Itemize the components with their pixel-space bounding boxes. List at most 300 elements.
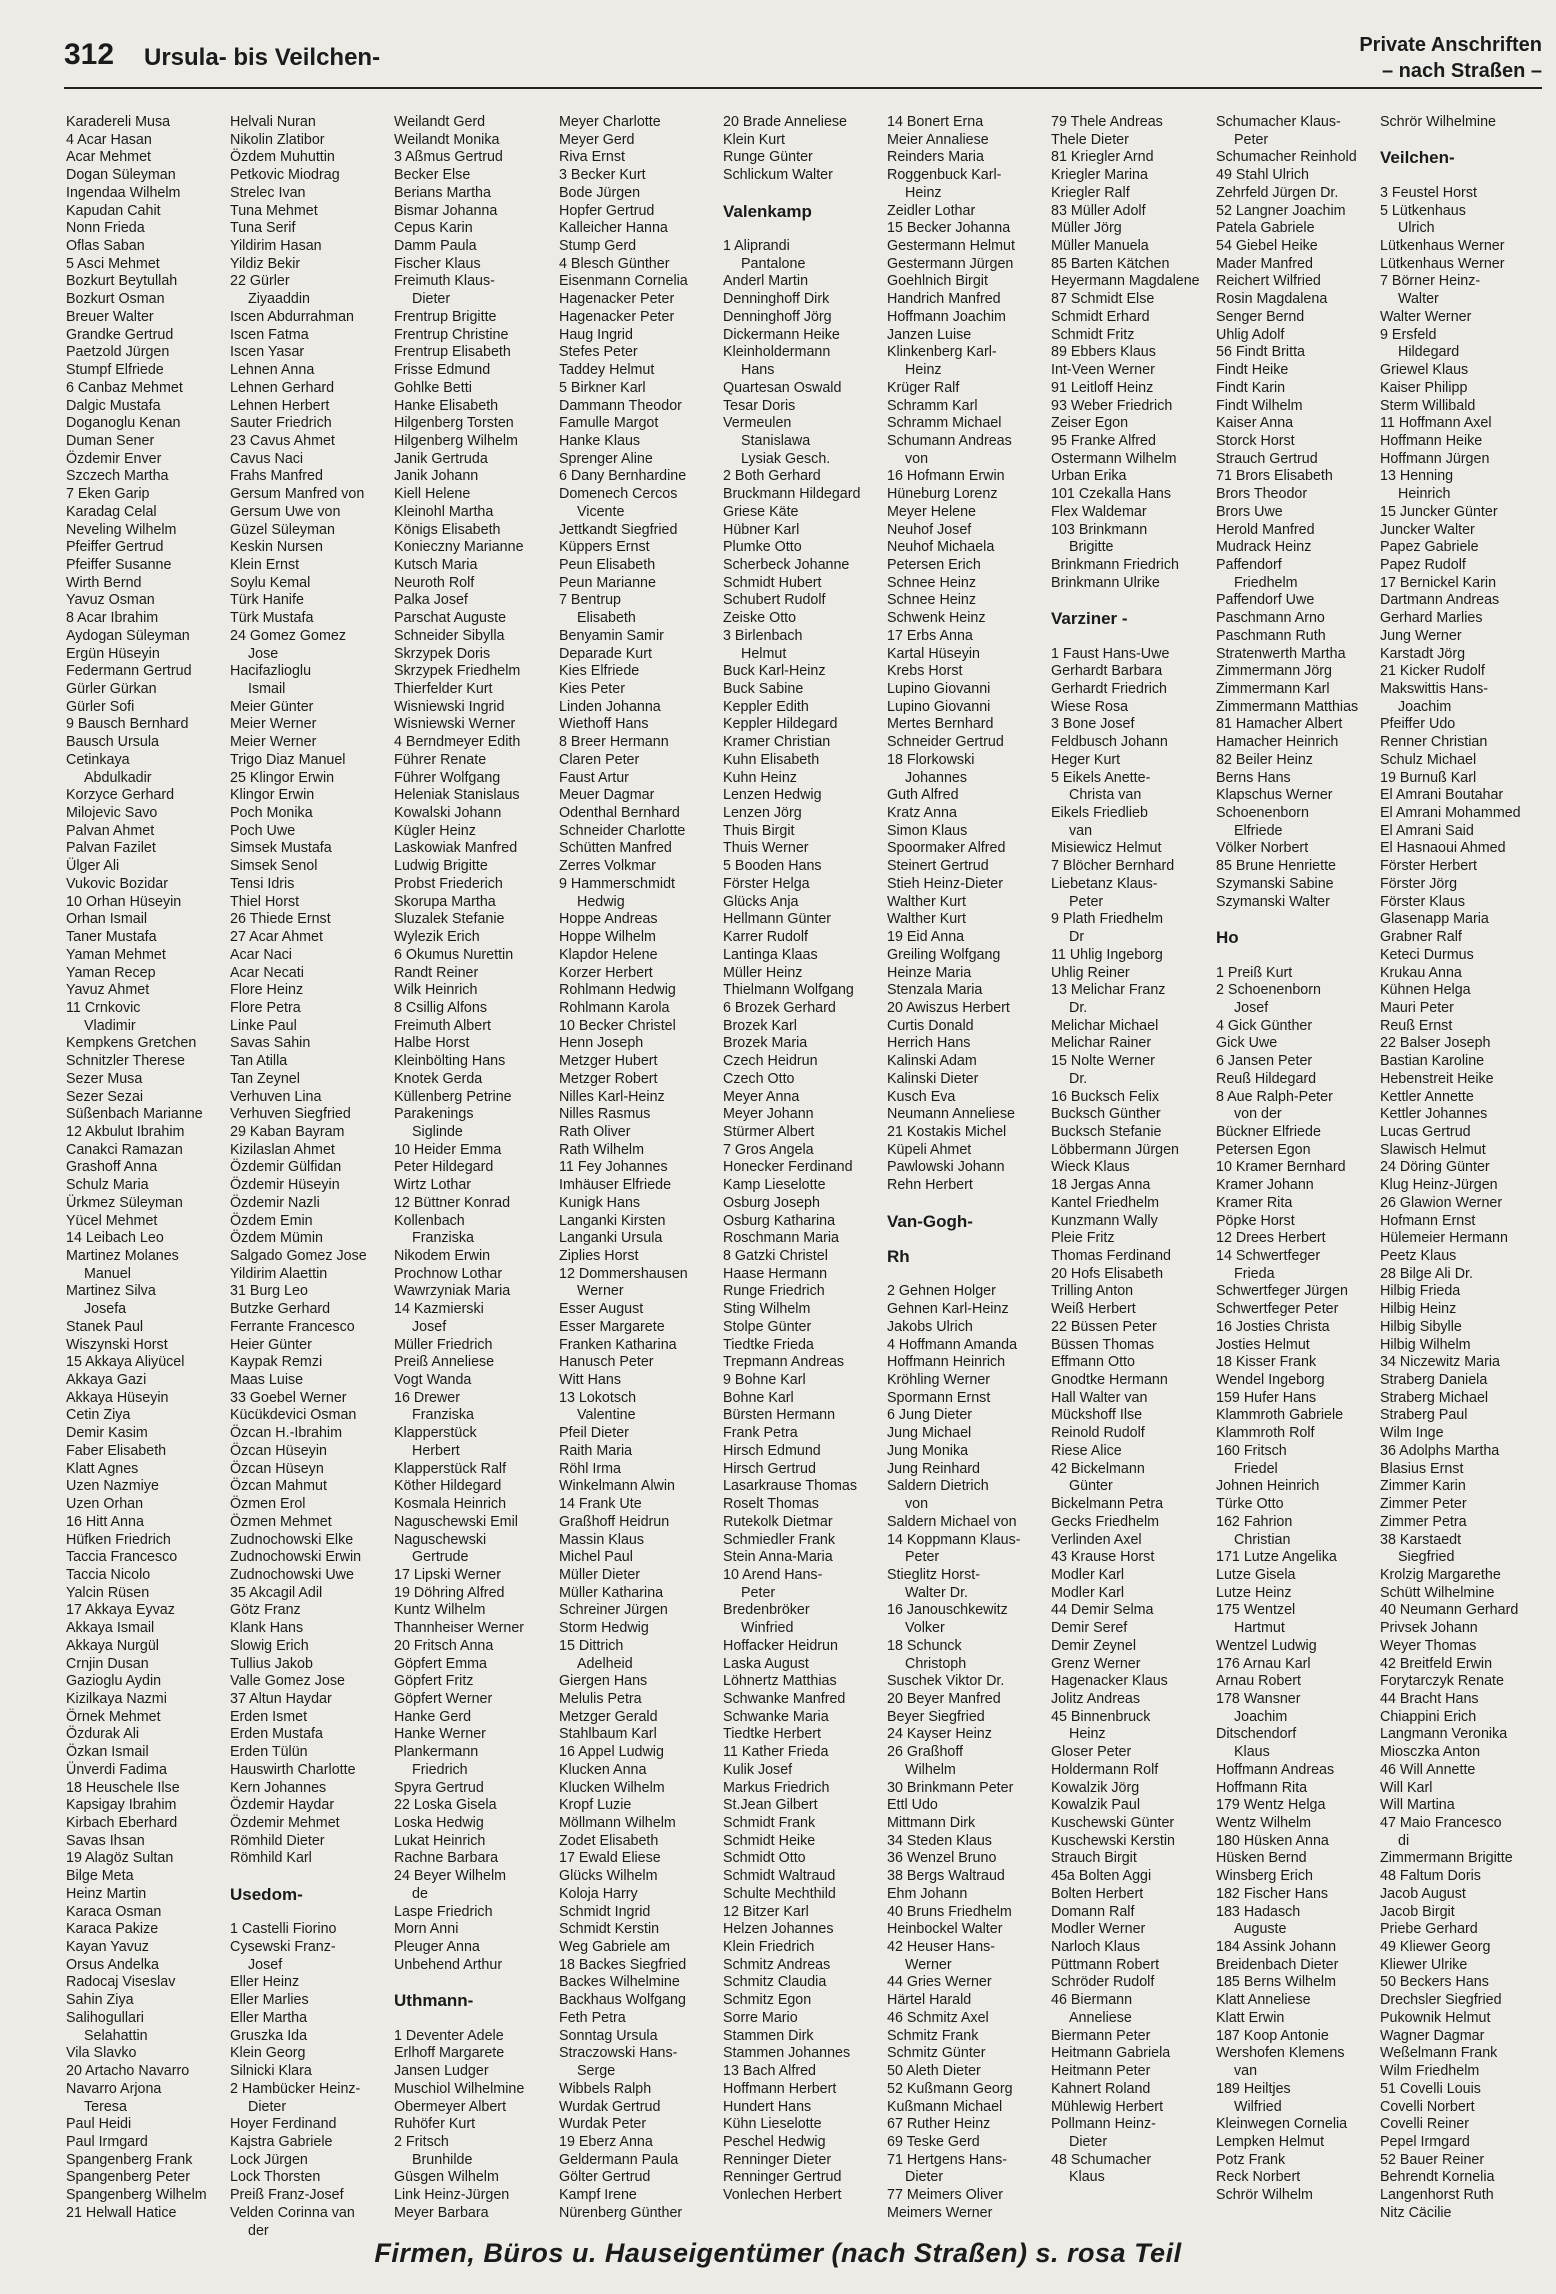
directory-entry: Hoffmann Joachim [887, 308, 1006, 325]
directory-entry: Skrzypek Friedhelm [394, 663, 521, 680]
directory-entry: Klug Heinz-Jürgen [1380, 1177, 1498, 1194]
directory-entry: Büssen Thomas [1051, 1336, 1155, 1353]
directory-entry: Runge Friedrich [723, 1283, 825, 1300]
directory-entry: Demir Zeynel [1051, 1637, 1137, 1654]
directory-entry: Palvan Fazilet [66, 840, 156, 857]
directory-column [1051, 114, 1211, 2187]
directory-entry: 44 Demir Selma [1051, 1602, 1154, 1619]
directory-entry: Helzen Johannes [723, 1921, 834, 1938]
entry-continuation: di [1398, 1832, 1410, 1849]
directory-entry: Handrich Manfred [887, 291, 1001, 308]
directory-entry: Weg Gabriele am [559, 1939, 670, 1956]
directory-entry: Weßelmann Frank [1380, 2045, 1498, 2062]
directory-entry: Jung Werner [1380, 627, 1462, 644]
directory-entry: Keppler Edith [723, 698, 809, 715]
directory-entry: Renner Christian [1380, 734, 1488, 751]
directory-entry: Damm Paula [394, 238, 477, 255]
directory-entry: Flore Petra [230, 999, 301, 1016]
directory-entry: Frentrup Christine [394, 326, 509, 343]
directory-entry: Eller Martha [230, 2009, 308, 2026]
directory-entry: Göpfert Fritz [394, 1673, 474, 1690]
directory-entry: Wieck Klaus [1051, 1159, 1130, 1176]
directory-entry: Sorre Mario [723, 2009, 798, 2026]
directory-entry: 83 Müller Adolf [1051, 202, 1146, 219]
directory-entry: Pfeiffer Susanne [66, 556, 172, 573]
directory-entry: Stolpe Günter [723, 1318, 812, 1335]
entry-continuation: Herbert [412, 1442, 460, 1459]
directory-entry: Schoenenborn [1216, 805, 1310, 822]
directory-entry: Acar Necati [230, 964, 304, 981]
directory-entry: Goehlnich Birgit [887, 273, 988, 290]
directory-entry: Reuß Hildegard [1216, 1070, 1317, 1087]
directory-entry: Kalinski Adam [887, 1053, 977, 1070]
directory-entry: Kaiser Anna [1216, 415, 1294, 432]
directory-entry: 7 Blöcher Bernhard [1051, 858, 1175, 875]
directory-entry: Mauri Peter [1380, 999, 1454, 1016]
directory-entry: Giergen Hans [559, 1673, 648, 1690]
directory-entry: Privsek Johann [1380, 1620, 1478, 1637]
entry-continuation: van [1069, 822, 1093, 839]
directory-entry: Thierfelder Kurt [394, 681, 493, 697]
directory-entry: Johnen Heinrich [1216, 1478, 1320, 1495]
directory-entry: 12 Bitzer Karl [723, 1903, 809, 1920]
directory-entry: Hofmann Ernst [1380, 1212, 1476, 1229]
directory-entry: Crnjin Dusan [66, 1655, 149, 1672]
directory-entry: Feldbusch Johann [1051, 734, 1168, 751]
directory-entry: El Amrani Boutahar [1380, 787, 1504, 804]
directory-entry: Lupino Giovanni [887, 681, 991, 697]
directory-entry: 3 Becker Kurt [559, 167, 646, 184]
directory-entry: Metzger Robert [559, 1070, 658, 1087]
directory-entry: Schreiner Jürgen [559, 1602, 668, 1619]
directory-entry: Jakobs Ulrich [887, 1318, 973, 1335]
directory-entry: Klapperstück [394, 1425, 477, 1442]
directory-column [559, 114, 719, 2223]
directory-entry: Bausch Ursula [66, 734, 159, 751]
directory-entry: Orsus Andelka [66, 1956, 159, 1973]
directory-entry: Bickelmann Petra [1051, 1496, 1164, 1513]
directory-entry: Führer Renate [394, 751, 487, 768]
directory-entry: 54 Giebel Heike [1216, 238, 1318, 255]
directory-entry: Kizilaslan Ahmet [230, 1141, 335, 1158]
directory-entry: 159 Hufer Hans [1216, 1389, 1317, 1406]
directory-entry: 34 Steden Klaus [887, 1832, 992, 1849]
directory-entry: 179 Wentz Helga [1216, 1797, 1326, 1814]
spacer [1216, 947, 1376, 965]
entry-continuation: Johannes [905, 769, 968, 786]
directory-entry: Römhild Dieter [230, 1832, 325, 1849]
directory-entry: Forytarczyk Renate [1380, 1673, 1504, 1690]
entry-continuation: Dieter [1069, 2133, 1108, 2150]
directory-entry: 9 Ersfeld [1380, 326, 1437, 343]
directory-columns [66, 114, 1544, 2239]
directory-entry: Sonntag Ursula [559, 2027, 658, 2044]
directory-entry: Bucksch Stefanie [1051, 1123, 1162, 1140]
directory-entry: Karrer Rudolf [723, 929, 809, 946]
directory-entry: Güzel Süleyman [230, 521, 335, 538]
directory-entry: Faber Elisabeth [66, 1442, 167, 1459]
directory-entry: Tiedtke Herbert [723, 1726, 821, 1743]
directory-entry: Wilm Friedhelm [1380, 2063, 1480, 2080]
directory-entry: Zeidler Lothar [887, 202, 976, 219]
directory-entry: 5 Booden Hans [723, 858, 822, 875]
directory-entry: 52 Bauer Reiner [1380, 2151, 1485, 2168]
directory-entry: Backes Wilhelmine [559, 1974, 680, 1991]
spacer [230, 1904, 390, 1922]
directory-entry: Meier Werner [230, 716, 317, 733]
directory-entry: Wagner Dagmar [1380, 2027, 1485, 2044]
directory-entry: Özcan Hüseyin [230, 1442, 327, 1459]
directory-entry: Wentz Wilhelm [1216, 1815, 1312, 1831]
directory-entry: Skorupa Martha [394, 893, 496, 910]
directory-entry: Rutekolk Dietmar [723, 1513, 833, 1530]
directory-entry: Schrör Wilhelm [1216, 2187, 1313, 2204]
directory-entry: Soylu Kemal [230, 574, 311, 591]
directory-entry: Kollenbach [394, 1212, 465, 1229]
directory-entry: 26 Thiede Ernst [230, 911, 331, 928]
directory-entry: Meier Annaliese [887, 131, 989, 148]
directory-entry: Valle Gomez Jose [230, 1673, 345, 1690]
directory-entry: Pukownik Helmut [1380, 2009, 1491, 2026]
directory-entry: Kutsch Maria [394, 556, 478, 573]
directory-entry: Anderl Martin [723, 273, 809, 290]
directory-entry: Vukovic Bozidar [66, 875, 168, 892]
directory-column [394, 114, 554, 2223]
directory-entry: Uhlig Reiner [1051, 964, 1130, 981]
directory-entry: Förster Helga [723, 875, 810, 892]
directory-entry: Koloja Harry [559, 1885, 638, 1902]
directory-entry: Greiling Wolfgang [887, 946, 1001, 963]
directory-entry: Langmann Veronika [1380, 1726, 1508, 1743]
directory-entry: Frisse Edmund [394, 362, 491, 379]
directory-entry: Keteci Durmus [1380, 946, 1474, 963]
directory-entry: Schulz Michael [1380, 751, 1477, 768]
directory-entry: Erden Mustafa [230, 1726, 323, 1743]
directory-entry: Bilge Meta [66, 1868, 134, 1885]
directory-entry: 14 Schwertfeger [1216, 1248, 1321, 1264]
directory-entry: Özdemir Nazli [230, 1194, 320, 1211]
directory-entry: Martinez Silva [66, 1283, 156, 1300]
directory-entry: Kunzmann Wally [1051, 1212, 1158, 1229]
directory-entry: Schulz Maria [66, 1177, 149, 1194]
directory-entry: 42 Bickelmann [1051, 1460, 1145, 1477]
directory-entry: 46 Biermann [1051, 1992, 1133, 2009]
directory-entry: Krüger Ralf [887, 379, 960, 396]
directory-entry: Schneider Charlotte [559, 822, 686, 839]
directory-entry: 8 Acar Ibrahim [66, 610, 159, 627]
directory-entry: 19 Burnuß Karl [1380, 769, 1477, 786]
directory-entry: Szymanski Sabine [1216, 875, 1334, 892]
directory-entry: 1 Faust Hans-Uwe [1051, 645, 1170, 662]
directory-entry: Röhl Irma [559, 1460, 621, 1477]
directory-entry: Kuhn Elisabeth [723, 751, 820, 768]
directory-entry: Klein Georg [230, 2045, 306, 2062]
directory-entry: Rath Oliver [559, 1123, 631, 1140]
directory-entry: Chiappini Erich [1380, 1708, 1477, 1725]
directory-column [723, 114, 883, 2205]
directory-entry: Muschiol Wilhelmine [394, 2080, 525, 2097]
directory-entry: 52 Langner Joachim [1216, 202, 1346, 219]
directory-entry: Pawlowski Johann [887, 1159, 1005, 1176]
directory-entry: Oflas Saban [66, 238, 145, 255]
directory-entry: Kußmann Michael [887, 2098, 1003, 2115]
entry-continuation: Josef [412, 1318, 447, 1335]
directory-entry: Brors Uwe [1216, 503, 1283, 520]
directory-entry: Neuhof Michaela [887, 539, 995, 556]
entry-continuation: Lysiak Gesch. [741, 450, 831, 467]
street-heading: Valenkamp [723, 201, 812, 221]
directory-entry: 7 Eken Garip [66, 486, 150, 503]
spacer [887, 1266, 1047, 1284]
directory-entry: Frahs Manfred [230, 468, 323, 485]
directory-entry: Backhaus Wolfgang [559, 1992, 686, 2009]
directory-entry: Kramer Rita [1216, 1194, 1293, 1211]
entry-continuation: Adelheid [577, 1655, 633, 1672]
directory-entry: Meyer Gerd [559, 131, 635, 148]
entry-continuation: Joachim [1234, 1708, 1288, 1725]
directory-entry: Esser Margarete [559, 1318, 665, 1335]
directory-entry: Schmitz Claudia [723, 1974, 827, 1991]
directory-entry: 7 Börner Heinz- [1380, 273, 1481, 290]
directory-entry: Schnee Heinz [887, 592, 977, 609]
directory-entry: Schütten Manfred [559, 840, 672, 857]
directory-entry: Thuis Birgit [723, 822, 795, 839]
directory-entry: Schröder Rudolf [1051, 1974, 1155, 1991]
directory-entry: Modler Werner [1051, 1921, 1146, 1938]
directory-entry: Pleuger Anna [394, 1939, 480, 1956]
directory-entry: Kapsigay Ibrahim [66, 1797, 177, 1814]
spacer [394, 1974, 554, 1992]
directory-entry: 15 Nolte Werner [1051, 1053, 1155, 1070]
entry-continuation: Günter [1069, 1478, 1113, 1495]
directory-entry: Hübner Karl [723, 521, 800, 538]
directory-entry: Michel Paul [559, 1549, 633, 1566]
directory-entry: Potz Frank [1216, 2151, 1286, 2168]
directory-entry: 12 Akbulut Ibrahim [66, 1123, 185, 1140]
directory-entry: Keppler Hildegard [723, 716, 838, 733]
entry-continuation: Volker [905, 1620, 945, 1637]
spacer [394, 2010, 554, 2028]
directory-entry: Schmitz Frank [887, 2027, 979, 2044]
directory-entry: 176 Arnau Karl [1216, 1655, 1311, 1672]
directory-entry: St.Jean Gilbert [723, 1797, 818, 1814]
directory-entry: Szymanski Walter [1216, 893, 1330, 910]
directory-entry: Poch Uwe [230, 822, 296, 839]
entry-continuation: Peter [905, 1549, 940, 1566]
directory-entry: Hall Walter van [1051, 1389, 1148, 1406]
directory-entry: 160 Fritsch [1216, 1442, 1287, 1459]
directory-entry: Haase Hermann [723, 1265, 828, 1282]
directory-entry: Schmidt Kerstin [559, 1921, 660, 1938]
directory-entry: Zerres Volkmar [559, 858, 656, 875]
directory-entry: 77 Meimers Oliver [887, 2187, 1003, 2204]
directory-entry: 6 Jansen Peter [1216, 1053, 1313, 1070]
entry-continuation: Ulrich [1398, 220, 1435, 237]
entry-continuation: von [905, 1496, 929, 1513]
directory-entry: 16 Appel Ludwig [559, 1744, 664, 1761]
directory-entry: Kettler Annette [1380, 1088, 1474, 1105]
directory-entry: Demir Seref [1051, 1620, 1128, 1637]
directory-entry: 3 Feustel Horst [1380, 184, 1477, 201]
directory-entry: Schwenk Heinz [887, 610, 986, 627]
directory-entry: 26 Graßhoff [887, 1744, 964, 1761]
directory-entry: Josties Helmut [1216, 1336, 1310, 1353]
directory-entry: Velden Corinna van [230, 2204, 355, 2221]
directory-entry: Graßhoff Heidrun [559, 1513, 670, 1530]
directory-entry: Lukat Heinrich [394, 1832, 486, 1849]
directory-entry: Kowalzik Paul [1051, 1797, 1140, 1814]
directory-entry: Mader Manfred [1216, 255, 1313, 272]
directory-entry: Gick Uwe [1216, 1035, 1278, 1052]
directory-entry: Strelec Ivan [230, 184, 306, 201]
directory-entry: Saldern Dietrich [887, 1478, 989, 1495]
directory-entry: Klatt Anneliese [1216, 1992, 1311, 2009]
directory-entry: Kühnen Helga [1380, 982, 1471, 999]
directory-entry: Miosczka Anton [1380, 1744, 1481, 1761]
directory-entry: 18 Florkowski [887, 751, 975, 768]
directory-entry: Püttmann Robert [1051, 1956, 1160, 1973]
directory-entry: Jacob August [1380, 1885, 1466, 1902]
directory-entry: Kuhn Heinz [723, 769, 797, 786]
entry-continuation: Hans [741, 362, 775, 379]
entry-continuation: Christa van [1069, 787, 1142, 804]
directory-entry: Claren Peter [559, 751, 640, 768]
entry-continuation: Walter Dr. [905, 1584, 969, 1601]
directory-entry: Cysewski Franz- [230, 1939, 336, 1956]
directory-entry: Cavus Naci [230, 450, 304, 467]
spacer [1051, 592, 1211, 610]
directory-entry: 171 Lutze Angelika [1216, 1549, 1337, 1566]
directory-entry: Milojevic Savo [66, 805, 158, 822]
directory-entry: 5 Asci Mehmet [66, 255, 160, 272]
street-heading: Veilchen- [1380, 148, 1455, 168]
directory-entry: 13 Bach Alfred [723, 2063, 816, 2080]
directory-entry: 4 Gick Günther [1216, 1017, 1313, 1034]
directory-column [230, 114, 390, 2240]
directory-entry: 24 Beyer Wilhelm [394, 1868, 507, 1885]
directory-entry: Kleinbölting Hans [394, 1053, 506, 1070]
directory-entry: Iscen Fatma [230, 326, 309, 343]
directory-entry: 2 Both Gerhard [723, 468, 821, 485]
entry-continuation: Joachim [1398, 698, 1452, 715]
directory-entry: 9 Plath Friedhelm [1051, 911, 1164, 928]
directory-entry: Paschmann Ruth [1216, 627, 1326, 644]
directory-entry: Hagenacker Peter [559, 291, 675, 308]
directory-entry: Thielmann Wolfgang [723, 982, 854, 999]
directory-entry: Akkaya Hüseyin [66, 1389, 169, 1406]
directory-entry: Lütkenhaus Werner [1380, 255, 1505, 272]
directory-entry: Laskowiak Manfred [394, 840, 518, 857]
directory-entry: Wisniewski Ingrid [394, 698, 505, 715]
directory-entry: Spangenberg Peter [66, 2169, 191, 2186]
directory-entry: Savas Ihsan [66, 1832, 145, 1849]
directory-entry: Stammen Dirk [723, 2027, 814, 2044]
directory-entry: Brinkmann Ulrike [1051, 574, 1160, 591]
directory-entry: Findt Heike [1216, 362, 1289, 379]
directory-entry: Bucksch Günther [1051, 1106, 1161, 1123]
directory-entry: Trilling Anton [1051, 1283, 1134, 1300]
entry-continuation: Siegfried [1398, 1549, 1455, 1566]
directory-entry: Reinold Rudolf [1051, 1425, 1145, 1442]
directory-entry: 48 Faltum Doris [1380, 1868, 1481, 1885]
directory-entry: Bozkurt Osman [66, 291, 165, 308]
directory-entry: Wiethoff Hans [559, 716, 649, 733]
directory-entry: Dogan Süleyman [66, 167, 176, 184]
directory-entry: Özcan Hüseyn [230, 1460, 324, 1477]
entry-continuation: Winfried [741, 1620, 794, 1637]
directory-column [1216, 114, 1376, 2205]
directory-entry: Kahnert Roland [1051, 2080, 1151, 2097]
directory-entry: Storm Hedwig [559, 1620, 649, 1637]
directory-entry: Helvali Nuran [230, 114, 316, 130]
directory-entry: 18 Heuschele Ilse [66, 1779, 180, 1796]
directory-entry: Poch Monika [230, 805, 313, 822]
directory-entry: Duman Sener [66, 432, 155, 449]
directory-entry: Mückshoff Ilse [1051, 1407, 1143, 1424]
directory-entry: Ünverdi Fadima [66, 1761, 167, 1778]
directory-entry: 20 Hofs Elisabeth [1051, 1265, 1164, 1282]
directory-entry: Ürkmez Süleyman [66, 1194, 183, 1211]
directory-entry: Meier Werner [230, 734, 317, 751]
directory-entry: Stieh Heinz-Dieter [887, 875, 1004, 892]
directory-entry: Parakenings [394, 1106, 474, 1123]
directory-entry: Preiß Anneliese [394, 1354, 495, 1371]
entry-continuation: Franziska [412, 1407, 474, 1424]
directory-entry: Bismar Johanna [394, 202, 498, 219]
entry-continuation: de [412, 1885, 428, 1902]
directory-entry: Erlhoff Margarete [394, 2045, 505, 2062]
directory-entry: Nikodem Erwin [394, 1248, 491, 1264]
directory-entry: Pöpke Horst [1216, 1212, 1295, 1229]
directory-entry: Schumacher Reinhold [1216, 149, 1357, 166]
directory-entry: Küllenberg Petrine [394, 1088, 512, 1105]
directory-entry: Acar Mehmet [66, 149, 152, 166]
directory-entry: Geldermann Paula [559, 2151, 679, 2168]
directory-entry: 24 Gomez Gomez [230, 627, 347, 644]
directory-entry: Hirsch Gertrud [723, 1460, 816, 1477]
directory-entry: 26 Glawion Werner [1380, 1194, 1503, 1211]
directory-entry: 9 Hammerschmidt [559, 875, 675, 892]
entry-continuation: Wilhelm [905, 1761, 956, 1778]
directory-entry: 9 Bohne Karl [723, 1372, 806, 1389]
entry-continuation: Valentine [577, 1407, 636, 1424]
directory-entry: Liebetanz Klaus- [1051, 875, 1158, 892]
directory-entry: Örnek Mehmet [66, 1708, 161, 1725]
directory-entry: Kuschewski Kerstin [1051, 1832, 1175, 1849]
directory-entry: Peter Hildegard [394, 1159, 494, 1176]
directory-entry: Riese Alice [1051, 1442, 1122, 1459]
directory-entry: Gehnen Karl-Heinz [887, 1301, 1009, 1318]
directory-entry: Schmitz Andreas [723, 1956, 831, 1973]
directory-entry: Ziplies Horst [559, 1248, 639, 1264]
directory-entry: Schmidt Frank [723, 1815, 816, 1831]
spacer [1216, 911, 1376, 929]
entry-continuation: Serge [577, 2063, 616, 2080]
directory-entry: Nonn Frieda [66, 220, 145, 237]
directory-entry: 2 Fritsch [394, 2133, 449, 2150]
directory-entry: Meier Günter [230, 698, 314, 715]
directory-entry: Stump Gerd [559, 238, 637, 255]
directory-entry: Deparade Kurt [559, 645, 652, 662]
directory-entry: Storck Horst [1216, 432, 1295, 449]
directory-entry: Kulik Josef [723, 1761, 793, 1778]
directory-entry: Kizilkaya Nazmi [66, 1690, 167, 1707]
directory-entry: Vogt Wanda [394, 1372, 472, 1389]
directory-entry: Hanke Klaus [559, 432, 641, 449]
directory-entry: Hüsken Bernd [1216, 1850, 1307, 1867]
directory-entry: Yaman Recep [66, 964, 156, 981]
directory-entry: Peun Marianne [559, 574, 656, 591]
